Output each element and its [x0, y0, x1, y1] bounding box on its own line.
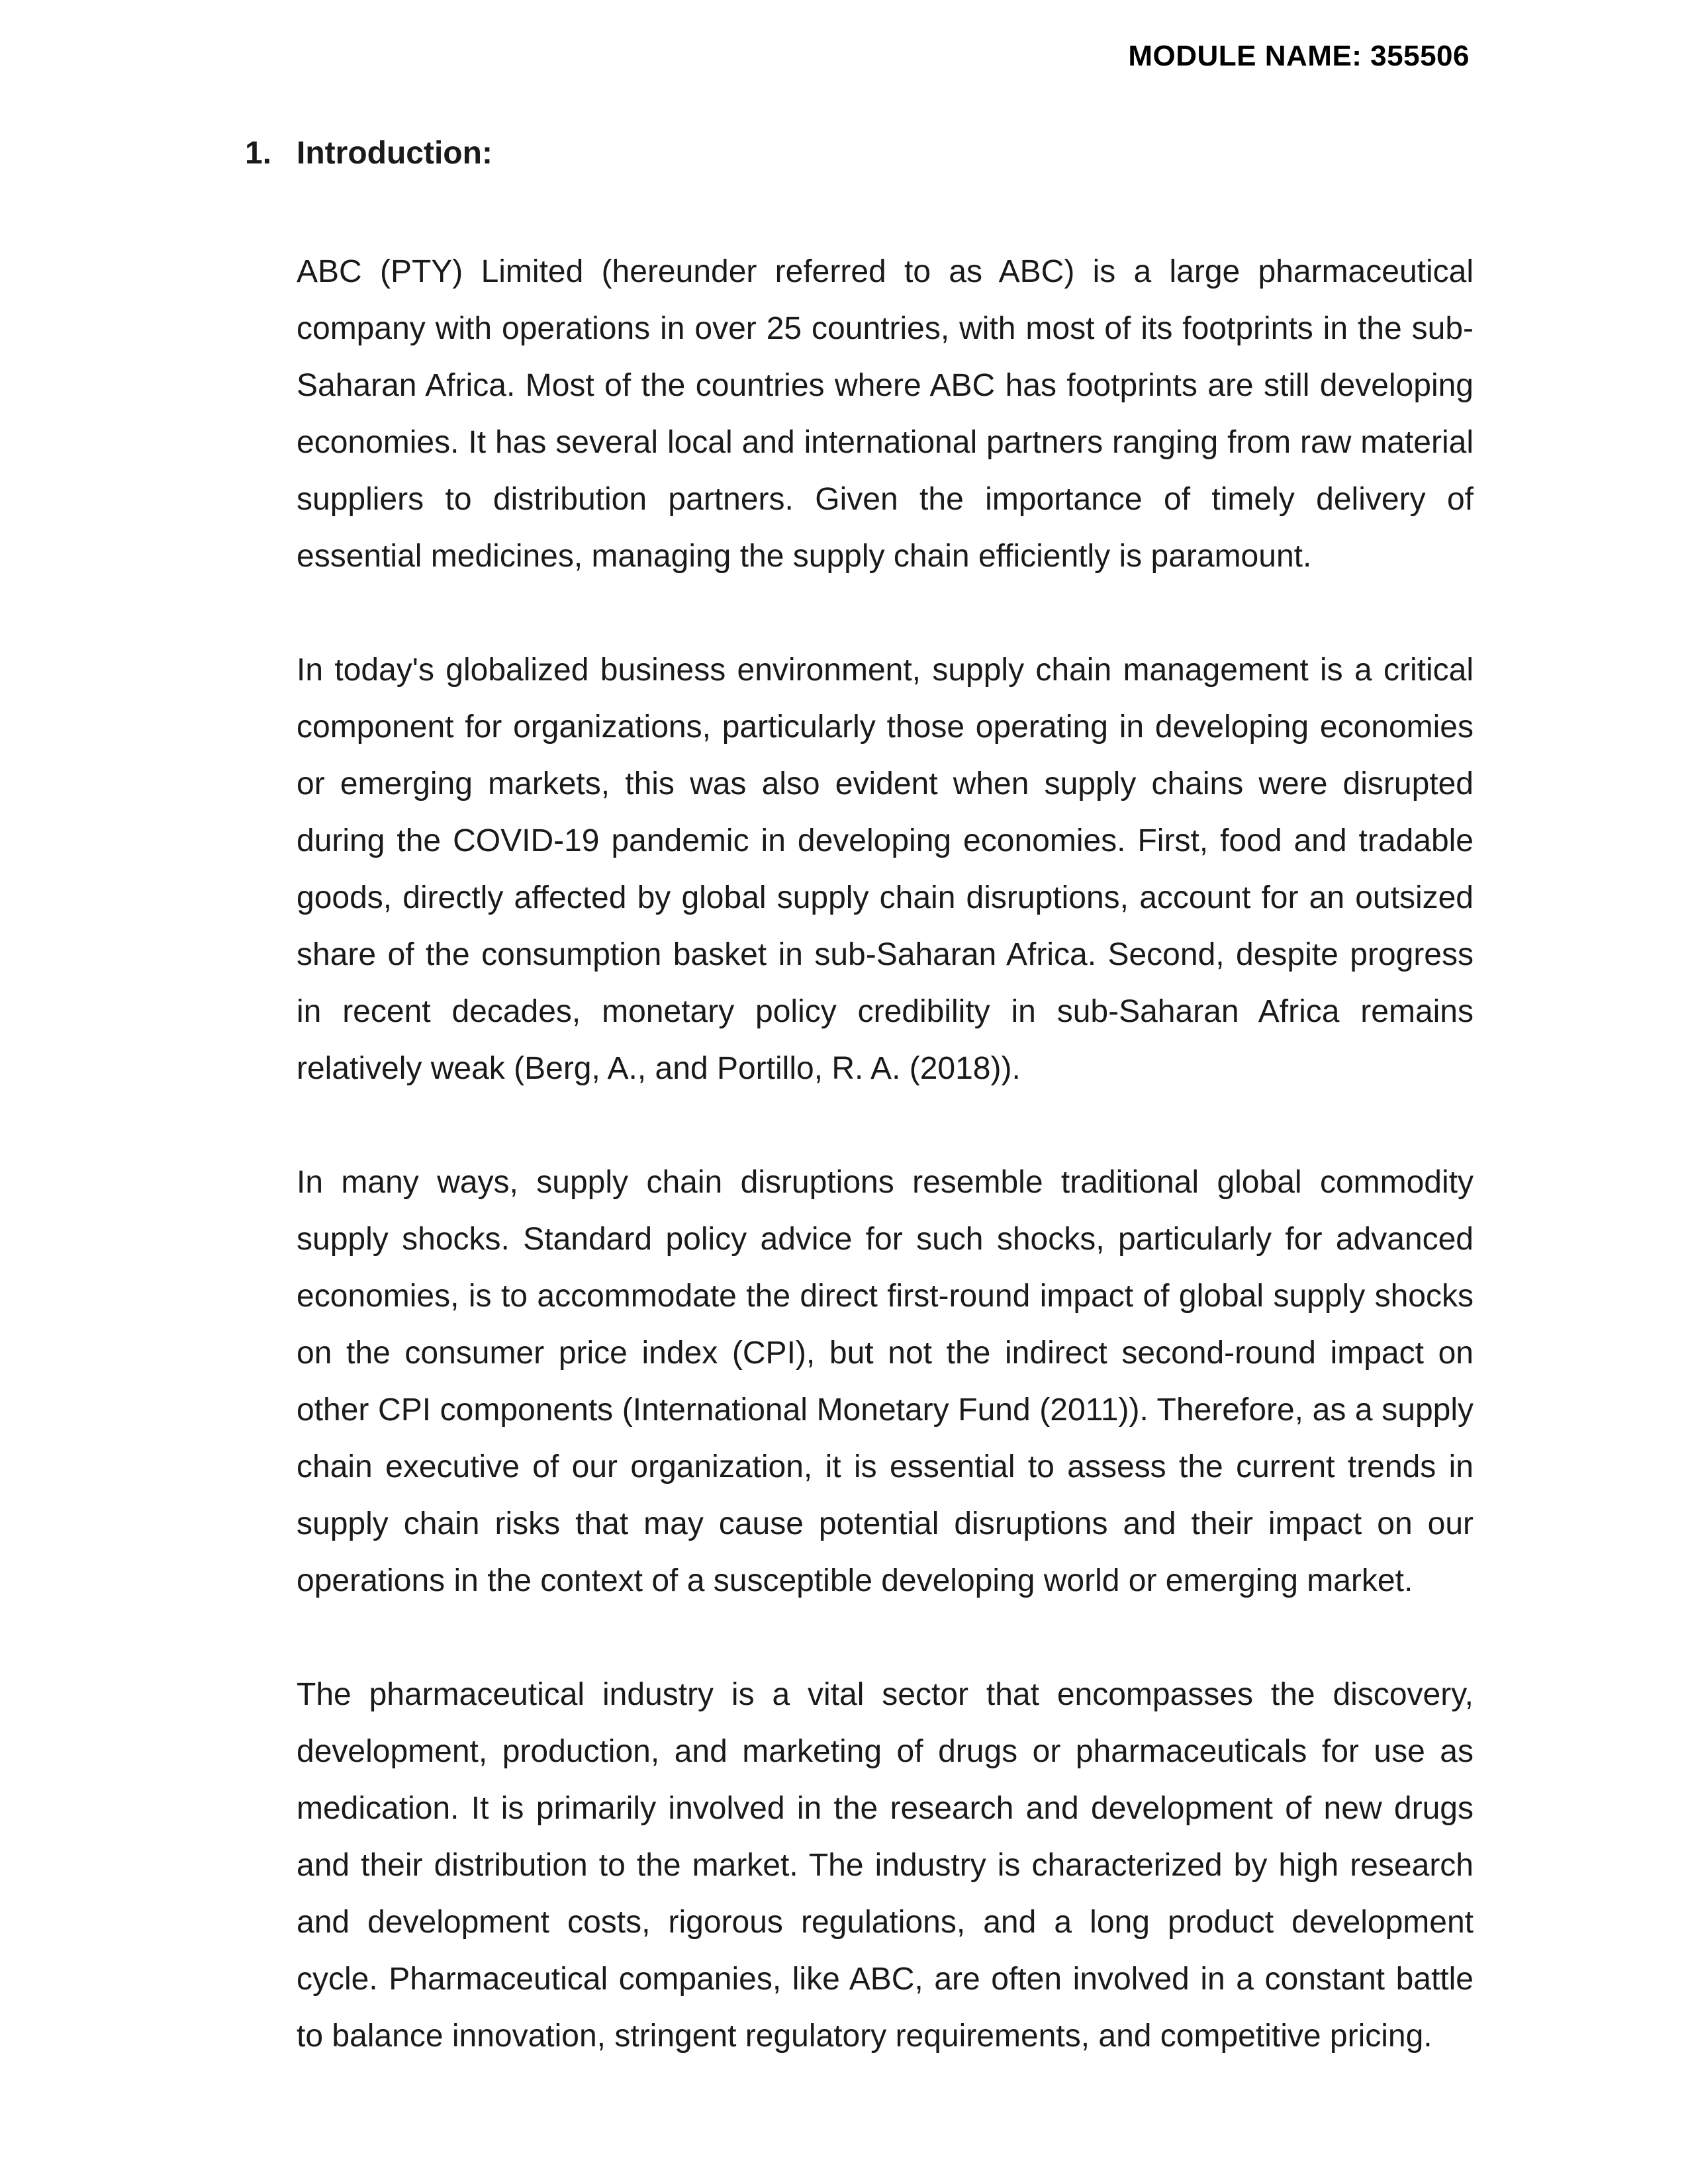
paragraph-supply-shocks: In many ways, supply chain disruptions resemble traditional global commodity supply shocks. Standard policy advice for such shocks, particularly for advanced economies, is to accommodate the direct first-round impact of global supply shocks on the consumer price index (CPI), but not the indirect second-round impact on other CPI components (International Monetary Fund (2011)). Therefore, as a supply chain executive of our organization, it is essential to assess the current trends in supply chain risks that may cause potential disruptions and their impact on our operations in the context of a susceptible developing world or emerging market.: [297, 1165, 1474, 1598]
body-text: [297, 244, 1474, 2122]
section-heading: [245, 135, 492, 171]
paragraph-company-overview: ABC (PTY) Limited (hereunder referred to as ABC) is a large pharmaceutical company with operations in over 25 countries, with most of its footprints in the sub-Saharan Africa. Most of the countries where ABC has footprints are still developing economies. It has several local and international partners ranging from raw material suppliers to distribution partners. Given the importance of timely delivery of essential medicines, managing the supply chain efficiently is paramount.: [297, 254, 1474, 574]
paragraph-pharmaceutical-industry: The pharmaceutical industry is a vital sector that encompasses the discovery, development, production, and marketing of drugs or pharmaceuticals for use as medication. It is primarily involved in the research and development of new drugs and their distribution to the market. The industry is characterized by high research and development costs, rigorous regulations, and a long product development cycle. Pharmaceutical companies, like ABC, are often involved in a constant battle to balance innovation, stringent regulatory requirements, and competitive pricing.: [297, 1677, 1474, 2054]
section-number: 1.: [245, 136, 272, 171]
module-name-header: MODULE NAME: 355506: [1128, 40, 1470, 72]
paragraph-globalized-environment: In today's globalized business environment, supply chain management is a critical component for organizations, particularly those operating in developing economies or emerging markets, this was also evident when supply chains were disrupted during the COVID-19 pandemic in developing economies. First, food and tradable goods, directly affected by global supply chain disruptions, account for an outsized share of the consumption basket in sub-Saharan Africa. Second, despite progress in recent decades, monetary policy credibility in sub-Saharan Africa remains relatively weak (Berg, A., and Portillo, R. A. (2018)).: [297, 653, 1474, 1086]
section-title: Introduction:: [297, 136, 492, 171]
